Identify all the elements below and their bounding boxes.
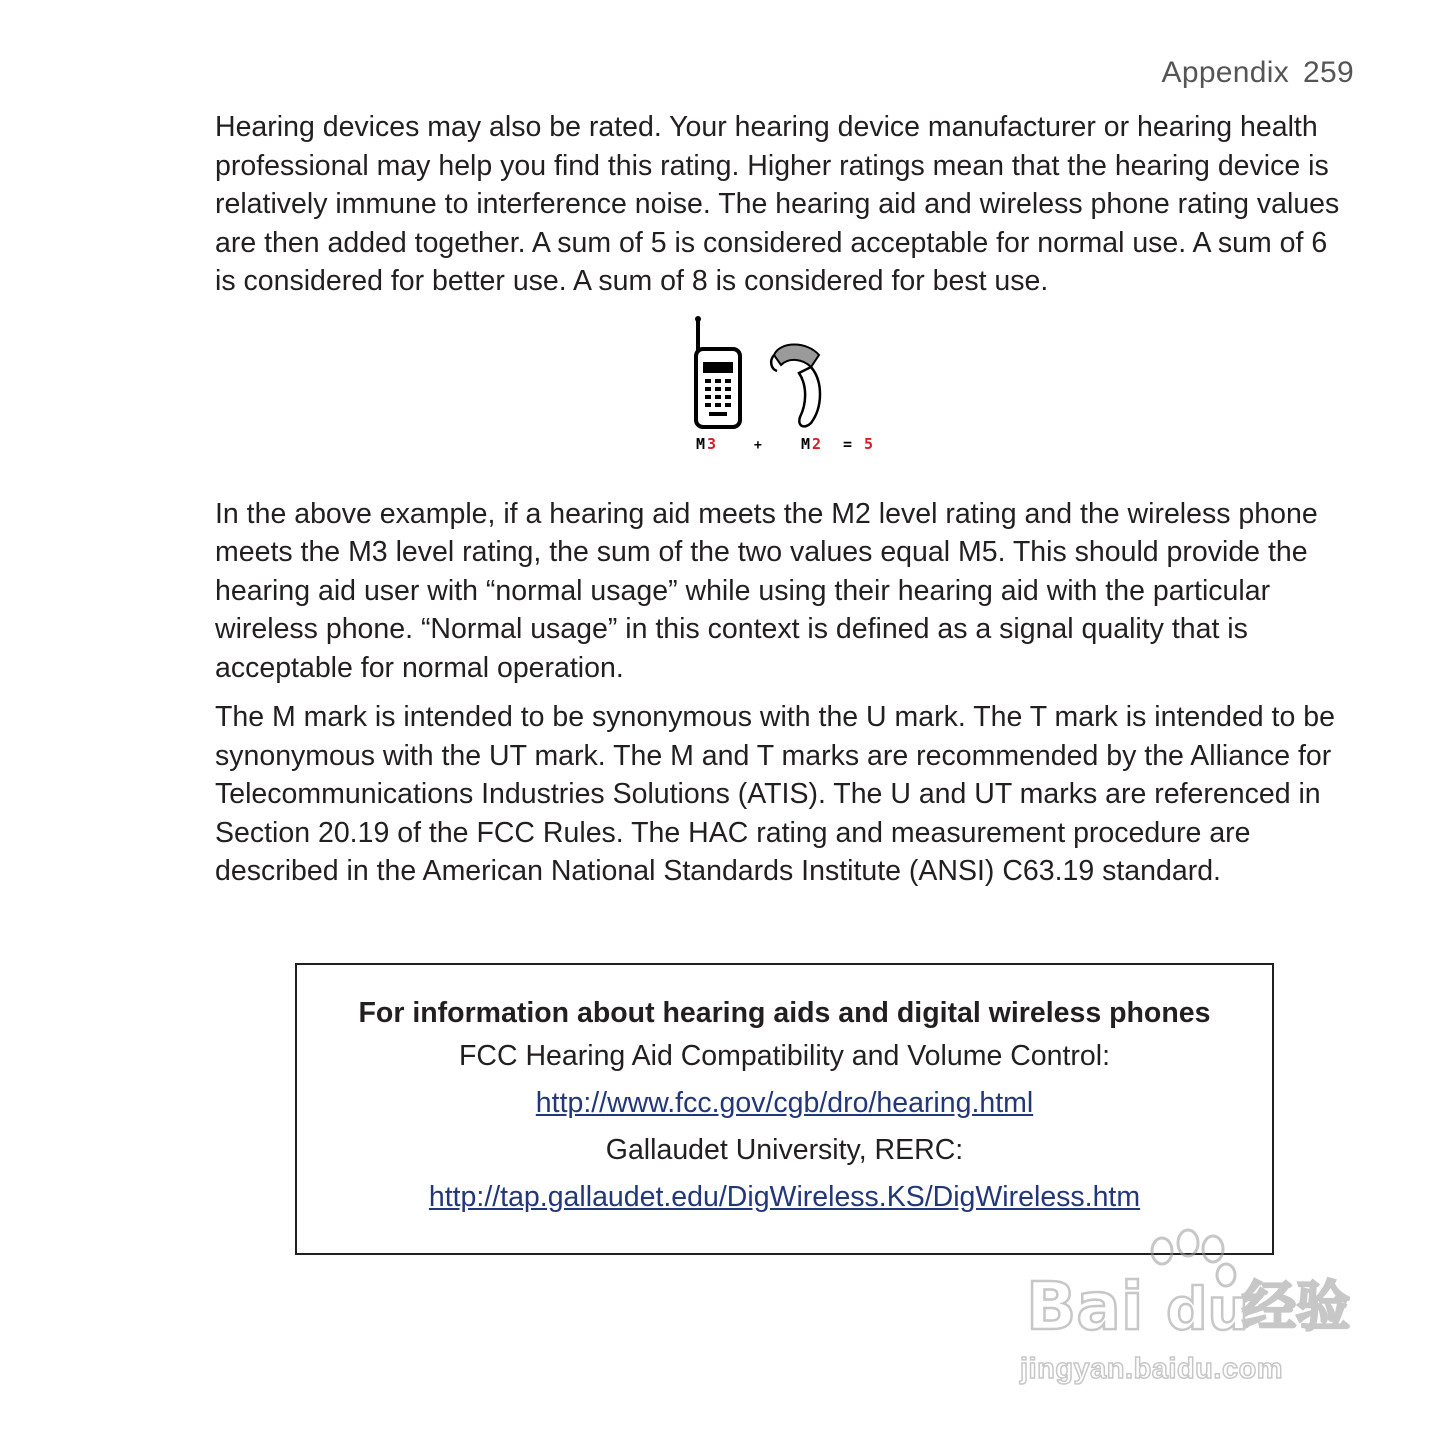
page-number: 259 — [1303, 56, 1354, 89]
section-name: Appendix — [1161, 56, 1290, 89]
info-box-title: For information about hearing aids and digital wireless phones — [358, 997, 1211, 1029]
watermark-url: jingyan.baidu.com — [1020, 1353, 1284, 1385]
watermark-brand-2: du — [1166, 1275, 1249, 1343]
phone-rating-letter: M — [696, 434, 706, 453]
equals-sign: = — [843, 434, 853, 453]
rating-illustration — [685, 315, 885, 457]
aid-rating-letter: M — [801, 434, 811, 453]
sum-rating-value: 5 — [864, 434, 874, 453]
plus-sign: + — [754, 437, 762, 453]
aid-rating-value: 2 — [812, 434, 822, 453]
gallaudet-link[interactable]: http://tap.gallaudet.edu/DigWireless.KS/DigWireless.htm — [428, 1181, 1141, 1213]
info-box — [295, 963, 1274, 1255]
baidu-watermark — [1020, 1225, 1360, 1395]
hac-rating-figure — [215, 315, 1340, 495]
baidu-paw-logo — [1020, 1225, 1360, 1350]
watermark-product: 经验 — [1242, 1275, 1350, 1338]
gallaudet-label: Gallaudet University, RERC: — [605, 1134, 964, 1166]
paragraph-ratings: Hearing devices may also be rated. Your hearing device manufacturer or hearing health professional may help you find this rating. Higher ratings mean that the hearing device is relatively immune to interference noise. The hearing aid and wireless phone rating values are then added together. A sum of 5 is considered acceptable for normal use. A sum of 6 is considered for better use. A sum of 8 is considered for best use. — [215, 111, 1340, 297]
mobile-phone-icon — [695, 316, 740, 427]
fcc-label: FCC Hearing Aid Compatibility and Volume Control: — [458, 1040, 1111, 1072]
fcc-link[interactable]: http://www.fcc.gov/cgb/dro/hearing.html — [535, 1087, 1034, 1119]
hearing-aid-icon — [771, 344, 820, 426]
page-body — [215, 108, 1340, 891]
paragraph-marks: The M mark is intended to be synonymous with the U mark. The T mark is intended to be synonymous with the UT mark. The M and T marks are recommended by the Alliance for Telecommunications Industries Solutions (ATIS). The U and UT marks are referenced in Section 20.19 of the FCC Rules. The HAC rating and measurement procedure are described in the American National Standards Institute (ANSI) C63.19 standard. — [215, 701, 1335, 887]
phone-rating-value: 3 — [707, 434, 717, 453]
watermark-brand: Bai — [1026, 1268, 1144, 1345]
running-header — [1162, 56, 1354, 90]
paragraph-example: In the above example, if a hearing aid meets the M2 level rating and the wireless phone meets the M3 level rating, the sum of the two values equal M5. This should provide the hearing aid user with “normal usage” while using their hearing aid with the particular wireless phone. “Normal usage” in this context is defined as a signal quality that is acceptable for normal operation. — [215, 497, 1318, 684]
